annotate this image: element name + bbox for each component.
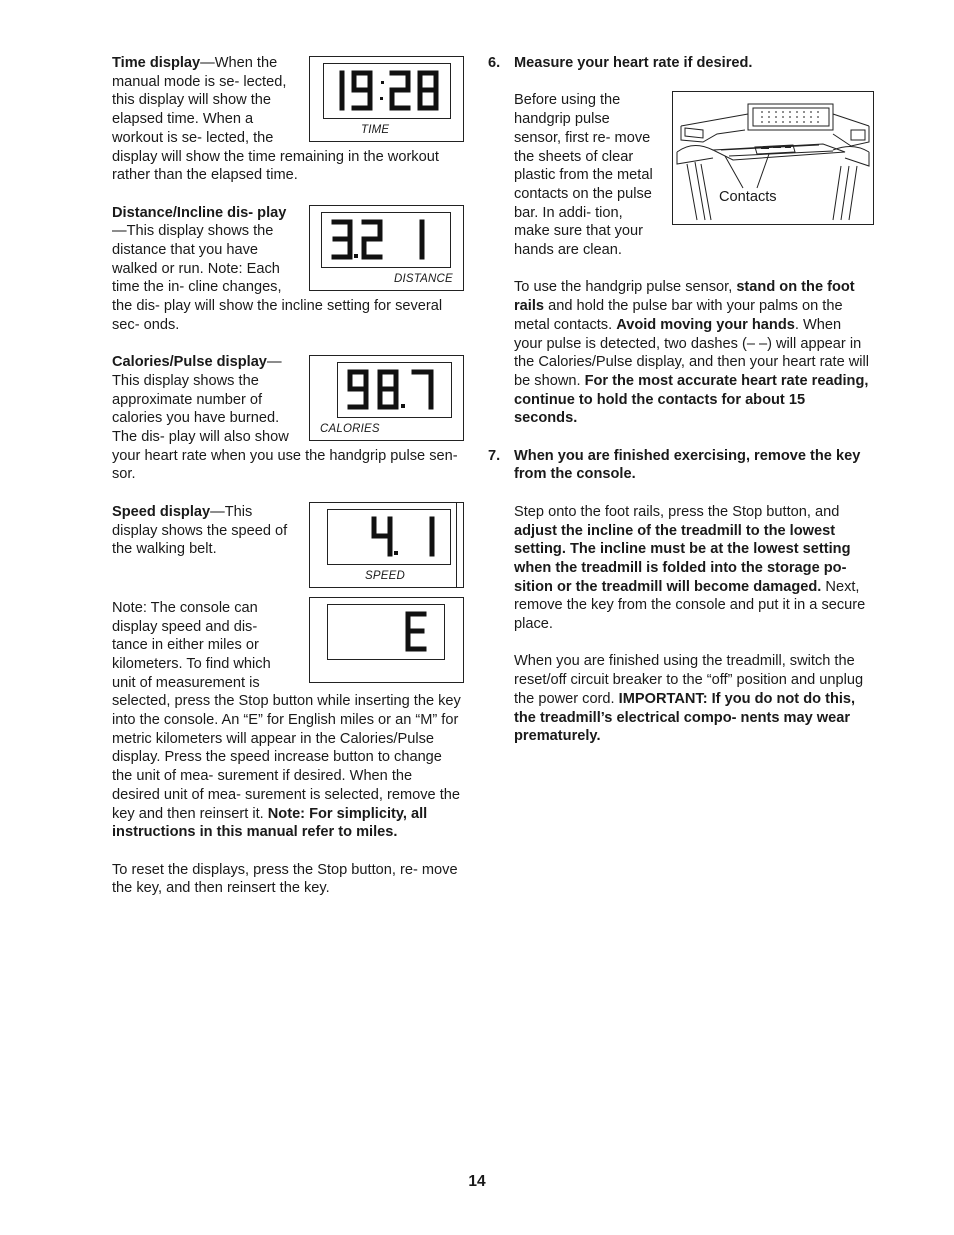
calories-display-text: —This display shows the approximate number of calories you have burned. The dis- play will also show your heart rate when you use the handgrip pulse sen- sor. (112, 354, 458, 483)
step-6-bold-b: stand on the foot rails (514, 279, 855, 315)
units-note-text: Note: The console can display speed and dis- tance in either miles or kilometers. To find which unit of measurement is selected, press the Stop button while inserting the key into the console. An “E” for English miles or an “M” for metric kilometers will appear in the Calories/Pulse display. Press the speed increase button to change the unit of mea- surement if desired. When the desired unit of mea- surement is selected, remove the key and then reinsert it. (112, 599, 461, 822)
page-number: 14 (468, 1173, 486, 1190)
step-6-number: 6. (488, 55, 501, 71)
calories-digits (338, 363, 451, 417)
calories-display-title: Calories/Pulse display (112, 354, 267, 371)
right-column (488, 54, 872, 746)
calories-display-illustration (309, 355, 464, 441)
time-panel-label: TIME (361, 124, 390, 136)
time-display-illustration (309, 56, 464, 142)
step-7-bold-b: adjust the incline of the treadmill to the lowest setting. The incline must be at the lowest setting when the treadmill is folded into the storage po- sition or the treadmill will become damaged. (514, 522, 851, 595)
distance-display-section (112, 204, 462, 335)
time-display-title: Time display (112, 55, 201, 71)
calories-panel-label: CALORIES (320, 423, 380, 436)
speed-display-illustration (309, 502, 464, 588)
distance-digits (322, 213, 450, 267)
step-7-text-a: Step onto the foot rails, press the Stop button, and (514, 503, 840, 520)
calories-lcd (337, 362, 452, 418)
units-digits (328, 605, 444, 659)
step-6-intro (514, 91, 872, 259)
distance-panel-label: DISTANCE (394, 272, 453, 285)
step-6 (488, 54, 872, 428)
step-6-heading: Measure your heart rate if desired. (514, 55, 753, 71)
step-7-paragraph-2 (514, 652, 872, 746)
calories-display-section (112, 353, 462, 484)
step-7-text-c: Next, remove the key from the console and put it in a secure place. (514, 578, 866, 633)
step-6-bold-d: Avoid moving your hands (616, 316, 795, 333)
step-6-bold-f: For the most accurate heart rate reading, continue to hold the contacts for about 15 seconds. (514, 372, 869, 427)
distance-display-text: —This display shows the distance that you have walked or run. Note: Each time the in- cline changes, the dis- play will show the incline setting for several sec- onds. (112, 223, 443, 333)
step-7-heading: When you are finished exercising, remove the key from the console. (514, 447, 861, 483)
step-7-number: 7. (488, 447, 501, 464)
distance-display-illustration (309, 205, 464, 291)
units-display-illustration (309, 597, 464, 683)
time-lcd (323, 63, 451, 119)
step-7-bold-e: IMPORTANT: If you do not do this, the treadmill’s electrical compo- nents may wear prematurely. (514, 690, 856, 745)
step-6-text-c: and hold the pulse bar with your palms on the metal contacts. (514, 298, 843, 333)
speed-display-section (112, 503, 462, 589)
step-6-text-a: To use the handgrip pulse sensor, (514, 279, 737, 296)
time-display-section (112, 54, 462, 185)
console-contacts-diagram (672, 91, 874, 225)
speed-display-title: Speed display (112, 503, 211, 520)
speed-digits (328, 510, 450, 564)
left-column (112, 54, 462, 898)
speed-display-text: —This display shows the speed of the walking belt. (112, 503, 288, 558)
units-lcd (327, 604, 445, 660)
contacts-label: Contacts (719, 189, 777, 206)
step-7 (488, 447, 872, 746)
time-display-text: —When the manual mode is se- lected, this display will show the elapsed time. When a workout is se- lected, the display will show the time remaining in the workout rather than the elapsed time. (112, 55, 439, 184)
step-7-text-d: When you are finished using the treadmill, switch the reset/off circuit breaker to the “off” position and unplug the power cord. (514, 653, 864, 707)
speed-panel-label: SPEED (365, 569, 405, 582)
distance-display-title: Distance/Incline dis- play (112, 204, 287, 221)
speed-lcd (327, 509, 451, 565)
step-7-paragraph-1 (514, 503, 872, 634)
distance-lcd (321, 212, 451, 268)
step-6-instructions (514, 278, 872, 428)
step-6-intro-paragraph: Before using the handgrip pulse sensor, first re- move the sheets of clear plastic from the metal contacts on the pulse bar. In addi- tion, make sure that your hands are clean. (514, 92, 653, 259)
units-note-section (112, 599, 462, 842)
speed-panel-edge (456, 503, 457, 587)
step-6-text-e: . When your pulse is detected, two dashes (– –) will appear in the Calories/Pulse display, and then your heart rate will be shown. (514, 316, 870, 389)
reset-paragraph: To reset the displays, press the Stop button, re- move the key, and then reinsert the key. (112, 861, 458, 897)
time-digits (324, 64, 450, 118)
units-note-bold: Note: For simplicity, all instructions in this manual refer to miles. (112, 805, 428, 841)
